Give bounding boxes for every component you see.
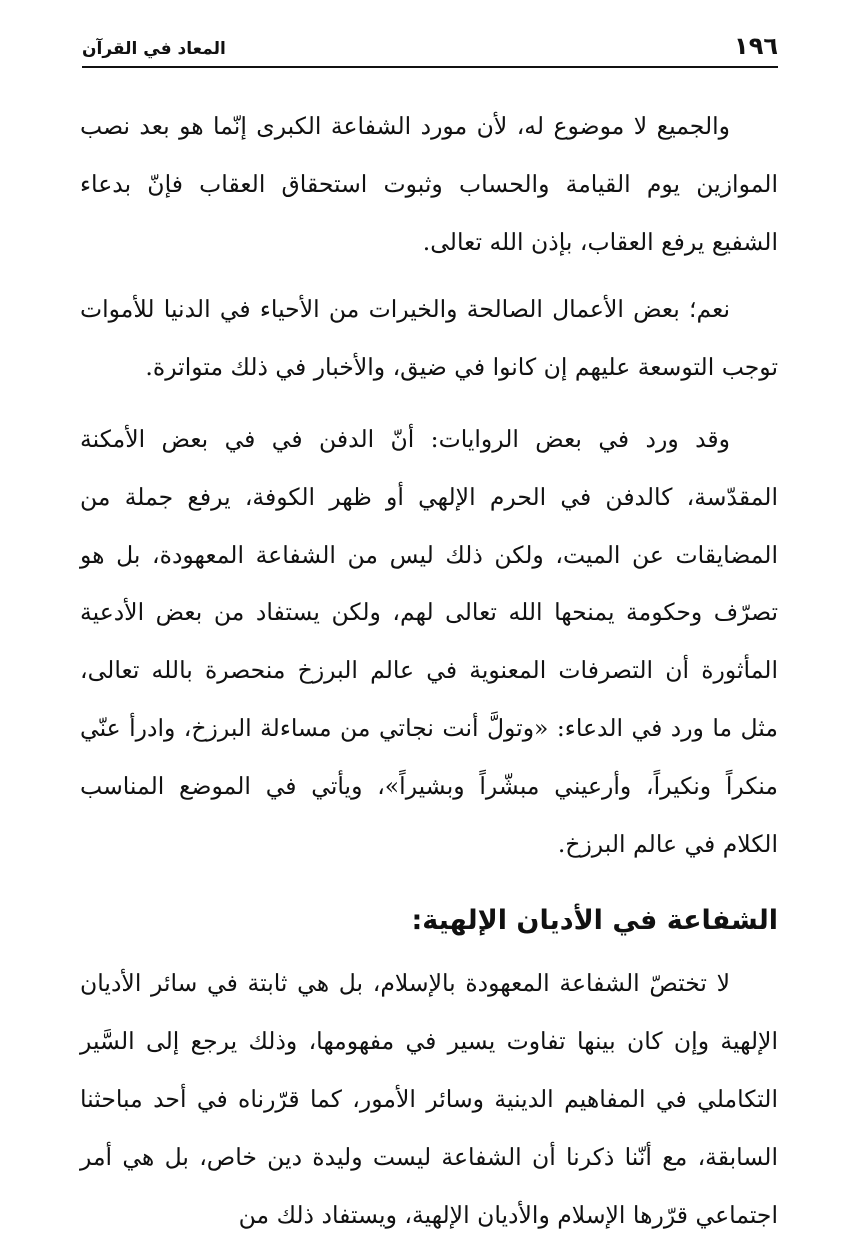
page-header [82, 28, 778, 68]
body-paragraph [80, 281, 778, 397]
paragraph-text: والجميع لا موضوع له، لأن مورد الشفاعة الكبرى إنّما هو بعد نصب الموازين يوم القيامة والحساب وثبوت استحقاق العقاب فإنّ بدعاء الشفيع يرفع العقاب، بإذن الله تعالى. [80, 112, 778, 256]
page-body [80, 98, 778, 1244]
body-paragraph [80, 98, 778, 271]
paragraph-text: وقد ورد في بعض الروايات: أنّ الدفن في في بعض الأمكنة المقدّسة، كالدفن في الحرم الإلهي أو ظهر الكوفة، يرفع جملة من المضايقات عن الميت، ولكن ذلك ليس من الشفاعة المعهودة، بل هو تصرّف وحكومة يمنحها الله تعالى لهم، ولكن يستفاد من بعض الأدعية المأثورة أن التصرفات المعنوية في عالم البرزخ منحصرة بالله تعالى، مثل ما ورد في الدعاء: «وتولَّ أنت نجاتي من مساءلة البرزخ، وادرأ عنّي منكراً ونكيراً، وأرعيني مبشّراً وبشيراً»، ويأتي في الموضع المناسب الكلام في عالم البرزخ. [80, 424, 778, 858]
body-paragraph [80, 411, 778, 873]
running-title: المعاد في القرآن [82, 39, 226, 59]
page-number: ١٩٦ [734, 32, 778, 60]
paragraph-text: لا تختصّ الشفاعة المعهودة بالإسلام، بل هي ثابتة في سائر الأديان الإلهية وإن كان بينها تفاوت يسير في مفهومها، وذلك يرجع إلى السَّير التكاملي في المفاهيم الدينية وسائر الأمور، كما قرّرناه في أحد مباحثنا السابقة، مع أنّنا ذكرنا أن الشفاعة ليست وليدة دين خاص، بل هي أمر اجتماعي قرّرها الإسلام والأديان الإلهية، ويستفاد ذلك من [80, 969, 778, 1229]
paragraph-text: نعم؛ بعض الأعمال الصالحة والخيرات من الأحياء في الدنيا للأموات توجب التوسعة عليهم إن كانوا في ضيق، والأخبار في ذلك متواترة. [80, 295, 778, 382]
section-paragraph [80, 955, 778, 1244]
section-heading: الشفاعة في الأديان الإلهية: [411, 905, 778, 937]
